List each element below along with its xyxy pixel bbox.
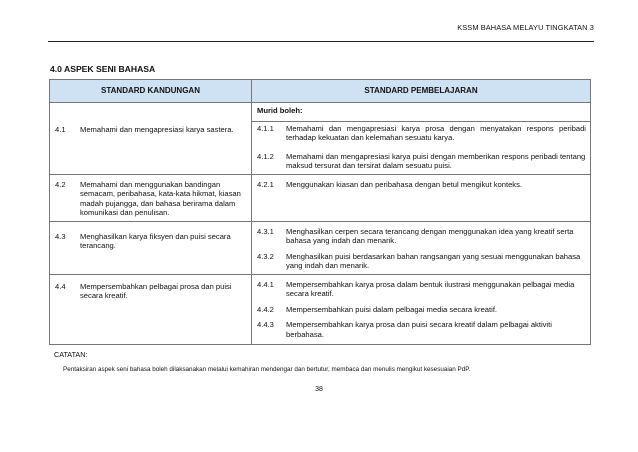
standards-table [49, 79, 591, 345]
sp-cell [252, 274, 591, 344]
sk-number: 4.3 [55, 231, 66, 241]
sp-item [252, 275, 590, 302]
sp-item [252, 122, 590, 146]
table-header-row [50, 80, 591, 103]
notes-label: CATATAN: [54, 350, 88, 359]
table-row [50, 174, 591, 221]
sp-cell [252, 221, 591, 274]
sp-item [252, 175, 590, 192]
sp-number: 4.4.2 [257, 304, 274, 314]
sp-text: Menghasilkan puisi berdasarkan bahan rangsangan yang sesuai menggunakan bahasa yang indah dan menarik. [286, 251, 581, 271]
sp-cell [252, 174, 591, 221]
sp-number: 4.3.1 [257, 226, 274, 236]
sp-item [252, 249, 590, 274]
sp-number: 4.4.1 [257, 279, 274, 289]
sp-text: Mempersembahkan karya prosa dalam bentuk ilustrasi menggunakan pelbagai media secara kreatif. [286, 279, 575, 299]
sk-text: Memahami dan menggunakan bandingan semacam, peribahasa, kata-kata hikmat, kiasan madah pujangga, dan bahasa berirama dalam komunikasi dan penulisan. [80, 179, 241, 218]
col-header-standard-kandungan: STANDARD KANDUNGAN [50, 80, 252, 103]
col-header-standard-pembelajaran: STANDARD PEMBELAJARAN [252, 80, 591, 103]
sk-cell [50, 174, 252, 221]
running-header: KSSM BAHASA MELAYU TINGKATAN 3 [457, 23, 594, 32]
subheader-murid-boleh: Murid boleh: [252, 103, 591, 122]
table-row [50, 221, 591, 274]
sp-text: Menggunakan kiasan dan peribahasa dengan betul mengikut konteks. [286, 179, 522, 189]
sk-text: Memahami dan mengapresiasi karya sastera. [80, 125, 234, 134]
sk-number: 4.1 [55, 125, 66, 134]
sk-cell [50, 103, 252, 175]
sp-number: 4.2.1 [257, 179, 274, 189]
sp-item [252, 222, 590, 249]
sk-number: 4.4 [55, 281, 66, 291]
table-row [50, 274, 591, 344]
sp-number: 4.1.2 [257, 151, 274, 161]
table-row [50, 103, 591, 122]
sp-item [252, 317, 590, 344]
sp-number: 4.4.3 [257, 320, 274, 330]
header-rule [48, 41, 594, 42]
sk-text: Menghasilkan karya fiksyen dan puisi secara terancang. [80, 231, 231, 251]
sp-number: 4.1.1 [257, 124, 274, 133]
sk-cell [50, 221, 252, 274]
sp-text: Mempersembahkan puisi dalam pelbagai media secara kreatif. [286, 304, 498, 314]
notes-text: Pentaksiran aspek seni bahasa boleh dilaksanakan melalui kemahiran mendengar dan bertutur, membaca dan menulis mengikut kesesuaian PdP. [63, 366, 471, 373]
sk-text: Mempersembahkan pelbagai prosa dan puisi secara kreatif. [80, 281, 232, 301]
sp-text: Memahami dan mengapresiasi karya prosa dengan menyatakan respons peribadi terhadap kekuatan dan kelemahan sesuatu karya. [286, 124, 586, 143]
sp-text: Menghasilkan cerpen secara terancang dengan menggunakan idea yang kreatif serta bahasa yang indah dan menarik. [286, 226, 574, 246]
page-number: 38 [315, 386, 323, 393]
sp-text: Memahami dan mengapresiasi karya puisi dengan memberikan respons peribadi tentang maksud tersurat dan tersirat dalam sesuatu puisi. [286, 151, 586, 171]
sk-cell [50, 274, 252, 344]
sp-item [252, 146, 590, 174]
section-title: 4.0 ASPEK SENI BAHASA [50, 64, 156, 74]
sp-number: 4.3.2 [257, 251, 274, 261]
sp-cell [252, 122, 591, 175]
sk-number: 4.2 [55, 179, 66, 189]
sp-text: Mempersembahkan karya prosa dan puisi secara kreatif dalam pelbagai aktiviti berbahasa. [286, 320, 552, 339]
sp-item [252, 302, 590, 317]
